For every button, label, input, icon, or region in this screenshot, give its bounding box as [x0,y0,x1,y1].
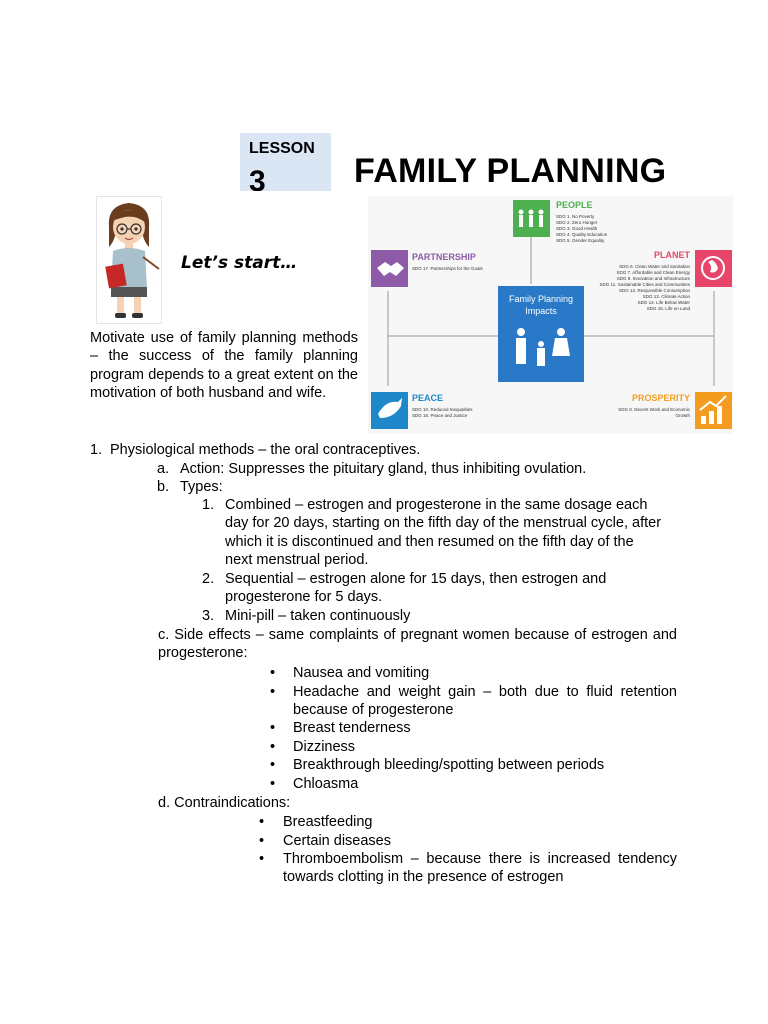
type-marker-1: 1. [202,497,215,513]
svg-text:SDG 17. Partnerships for the G: SDG 17. Partnerships for the Goals [412,266,483,271]
svg-text:SDG 15. Life on Land: SDG 15. Life on Land [646,306,690,311]
center-title: Family Planning [508,294,574,304]
bullet: • [259,851,265,867]
bullet: • [259,814,265,830]
side-effect-item: Dizziness [293,739,356,755]
list-item-types: Types: [180,479,223,495]
list-item-physiological: Physiological methods – the oral contraceptives. [110,442,421,458]
lesson-label: LESSON [249,140,315,157]
svg-text:SDG 1. No Poverty: SDG 1. No Poverty [556,214,595,219]
bullet: • [270,684,276,700]
list-item-action: Action: Suppresses the pituitary gland, thus inhibiting ovulation. [180,461,587,477]
svg-text:SDG 13. Climate Action: SDG 13. Climate Action [642,294,690,299]
side-effect-item: Breast tenderness [293,720,411,736]
svg-text:SDG 4. Quality Education: SDG 4. Quality Education [556,232,608,237]
svg-text:SDG 5. Gender Equality: SDG 5. Gender Equality [556,238,605,243]
side-effect-item: Nausea and vomiting [293,665,430,681]
svg-text:PROSPERITY: PROSPERITY [631,393,690,403]
type-marker-3: 3. [202,608,215,624]
bullet: • [270,720,276,736]
svg-text:SDG 6. Clean Water and Sanitat: SDG 6. Clean Water and Sanitation [619,264,690,269]
lesson-badge [240,133,331,191]
list-marker-a: a. [157,461,170,477]
contraindication-item: Breastfeeding [283,814,373,830]
contraindications-heading: d. Contraindications: [158,795,291,811]
svg-text:SDG 7. Affordable and Clean En: SDG 7. Affordable and Clean Energy [616,270,690,275]
svg-text:SDG 3. Good Health: SDG 3. Good Health [556,226,598,231]
lets-start-heading: Let’s start… [181,253,298,273]
bullet: • [270,757,276,773]
side-effect-item: Headache and weight gain – both due to fluid retention because of progesterone [293,684,677,719]
svg-text:PEACE: PEACE [412,393,444,403]
teacher-illustration [96,196,162,324]
type-marker-2: 2. [202,571,215,587]
bullet: • [270,776,276,792]
svg-text:PLANET: PLANET [654,250,690,260]
contraindication-item: Thromboembolism – because there is increased tendency towards clotting in the presence of estrogen [283,851,677,886]
svg-text:PARTNERSHIP: PARTNERSHIP [412,252,476,262]
svg-text:SDG 2. Zero Hunger: SDG 2. Zero Hunger [556,220,598,225]
bullet: • [270,665,276,681]
svg-text:Impacts: Impacts [525,306,557,316]
bullet: • [270,739,276,755]
svg-text:SDG 14. Life Below Water: SDG 14. Life Below Water [637,300,690,305]
contraindication-item: Certain diseases [283,833,391,849]
list-marker-b: b. [157,479,170,495]
intro-paragraph: Motivate use of family planning methods – the success of the family planning program depends to a great extent on the motivation of both husband and wife. [90,330,358,401]
side-effect-item: Chloasma [293,776,359,792]
type-sequential: Sequential – estrogen alone for 15 days, then estrogen and progesterone for 5 days. [225,571,607,606]
svg-text:SDG 9. Innovation and Infrastr: SDG 9. Innovation and Infrastructure [616,276,690,281]
list-marker-1: 1. [90,442,103,458]
family-planning-impacts-diagram [368,196,733,434]
bullet: • [259,833,265,849]
svg-text:PEOPLE: PEOPLE [556,200,593,210]
svg-text:SDG 12. Responsible Consumptio: SDG 12. Responsible Consumption [618,288,690,293]
svg-text:SDG 16. Peace and Justice: SDG 16. Peace and Justice [412,413,468,418]
type-minipill: Mini-pill – taken continuously [225,608,411,624]
svg-text:Growth: Growth [675,413,690,418]
svg-text:SDG 11. Sustainable Cities and: SDG 11. Sustainable Cities and Communities [599,282,690,287]
svg-text:SDG 8. Decent Work and Economi: SDG 8. Decent Work and Economic [618,407,690,412]
side-effect-item: Breakthrough bleeding/spotting between periods [293,757,605,773]
svg-text:SDG 10. Reduced Inequalities: SDG 10. Reduced Inequalities [412,407,473,412]
side-effects-heading: c. Side effects – same complaints of pregnant women because of estrogen and progesterone: [158,627,677,662]
page-title: FAMILY PLANNING [354,152,667,190]
type-combined: Combined – estrogen and progesterone in the same dosage each day for 20 days, starting on the fifth day of the menstrual cycle, after which it is discontinued and then resumed on the fifth day of the next menstrual period. [225,497,662,568]
lesson-number: 3 [249,165,266,191]
